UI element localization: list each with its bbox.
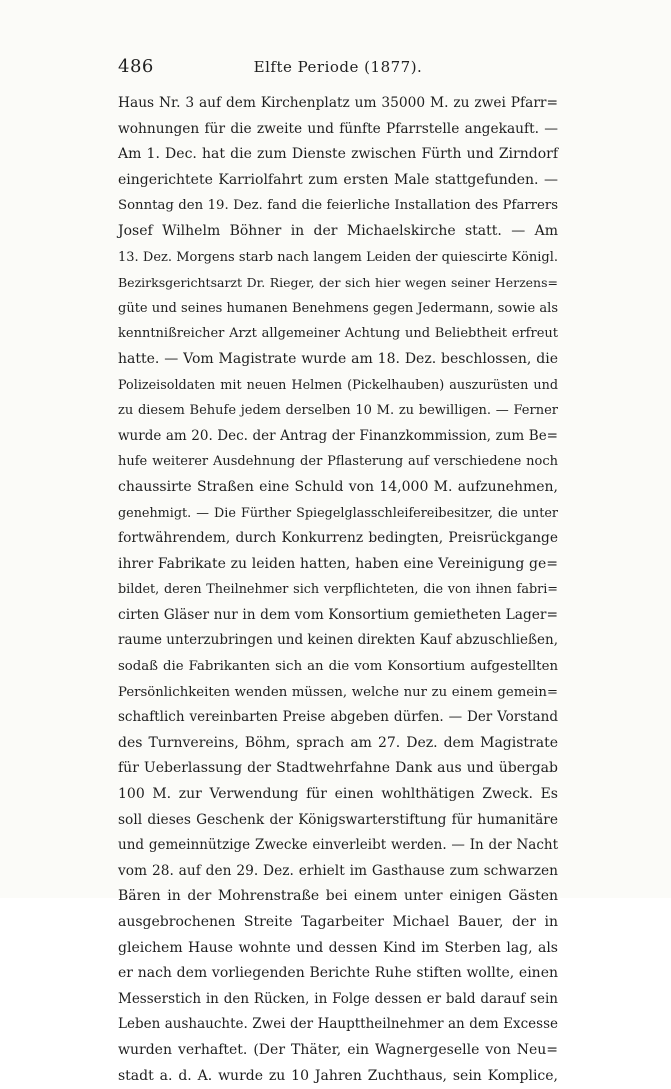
text-line: gleichem Hause wohnte und dessen Kind im Sterben lag, als <box>118 939 558 956</box>
text-line: 100 M. zur Verwendung für einen wohlthätigen Zweck. Es <box>118 786 558 803</box>
body-text <box>118 91 558 1089</box>
text-line: Leben aushauchte. Zwei der Haupttheilnehmer an dem Excesse <box>118 1016 558 1033</box>
text-line: Bären in der Mohrenstraße bei einem unter einigen Gästen <box>118 888 558 905</box>
text-line: Messerstich in den Rücken, in Folge dessen er bald darauf sein <box>118 990 558 1007</box>
text-line: fortwährendem, durch Konkurrenz bedingten, Preisrückgange <box>118 530 558 547</box>
text-line: des Turnvereins, Böhm, sprach am 27. Dez. dem Magistrate <box>118 734 558 751</box>
text-line: schaftlich vereinbarten Preise abgeben dürfen. — Der Vorstand <box>118 709 558 726</box>
text-line: für Ueberlassung der Stadtwehrfahne Dank aus und übergab <box>118 760 558 777</box>
text-line: sodaß die Fabrikanten sich an die vom Konsortium aufgestellten <box>118 659 558 675</box>
text-line: Josef Wilhelm Böhner in der Michaelskirche statt. — Am <box>118 222 558 239</box>
text-line: Am 1. Dec. hat die zum Dienste zwischen Fürth und Zirndorf <box>118 146 558 163</box>
text-line: raume unterzubringen und keinen direkten Kauf abzuschließen, <box>118 632 558 649</box>
text-line: wurde am 20. Dec. der Antrag der Finanzkommission, zum Be= <box>118 427 558 444</box>
text-line: bildet, deren Theilnehmer sich verpflichteten, die von ihnen fabri= <box>118 582 558 598</box>
text-line: kenntnißreicher Arzt allgemeiner Achtung und Beliebtheit erfreut <box>118 326 558 342</box>
text-line: Bezirksgerichtsarzt Dr. Rieger, der sich hier wegen seiner Herzens= <box>118 275 558 291</box>
text-line: Haus Nr. 3 auf dem Kirchenplatz um 35000 M. zu zwei Pfarr= <box>118 95 558 111</box>
text-line: hufe weiterer Ausdehnung der Pflasterung auf verschiedene noch <box>118 454 558 470</box>
text-line: zu diesem Behufe jedem derselben 10 M. zu bewilligen. — Ferner <box>118 403 558 419</box>
text-line: wurden verhaftet. (Der Thäter, ein Wagnergeselle von Neu= <box>118 1041 558 1058</box>
text-line: ihrer Fabrikate zu leiden hatten, haben eine Vereinigung ge= <box>118 555 558 572</box>
text-line: 13. Dez. Morgens starb nach langem Leiden der quiescirte Königl. <box>118 249 558 265</box>
text-line: stadt a. d. A. wurde zu 10 Jahren Zuchthaus, sein Komplice, <box>118 1067 558 1084</box>
page-number: 486 <box>118 56 154 77</box>
text-line: vom 28. auf den 29. Dez. erhielt im Gasthause zum schwarzen <box>118 862 558 879</box>
text-line: hatte. — Vom Magistrate wurde am 18. Dez. beschlossen, die <box>118 350 558 367</box>
running-head: Elfte Periode (1877). <box>253 58 423 76</box>
text-line: chaussirte Straßen eine Schuld von 14,000 M. aufzunehmen, <box>118 478 558 495</box>
text-line: Polizeisoldaten mit neuen Helmen (Pickelhauben) auszurüsten und <box>118 377 558 393</box>
text-line: er nach dem vorliegenden Berichte Ruhe stiften wollte, einen <box>118 965 558 982</box>
text-line: soll dieses Geschenk der Königswarterstiftung für humanitäre <box>118 811 558 828</box>
text-line: Persönlichkeiten wenden müssen, welche nur zu einem gemein= <box>118 684 558 700</box>
text-line: wohnungen für die zweite und fünfte Pfarrstelle angekauft. — <box>118 120 558 137</box>
page-header <box>118 56 558 80</box>
text-line: Sonntag den 19. Dez. fand die feierliche Installation des Pfarrers <box>118 198 558 214</box>
text-line: güte und seines humanen Benehmens gegen Jedermann, sowie als <box>118 300 558 316</box>
text-line: genehmigt. — Die Fürther Spiegelglasschleifereibesitzer, die unter <box>118 505 558 521</box>
text-line: ausgebrochenen Streite Tagarbeiter Michael Bauer, der in <box>118 914 558 930</box>
text-line: und gemeinnützige Zwecke einverleibt werden. — In der Nacht <box>118 837 558 854</box>
text-line: eingerichtete Karriolfahrt zum ersten Male stattgefunden. — <box>118 171 558 188</box>
text-line: cirten Gläser nur in dem vom Konsortium gemietheten Lager= <box>118 606 558 623</box>
